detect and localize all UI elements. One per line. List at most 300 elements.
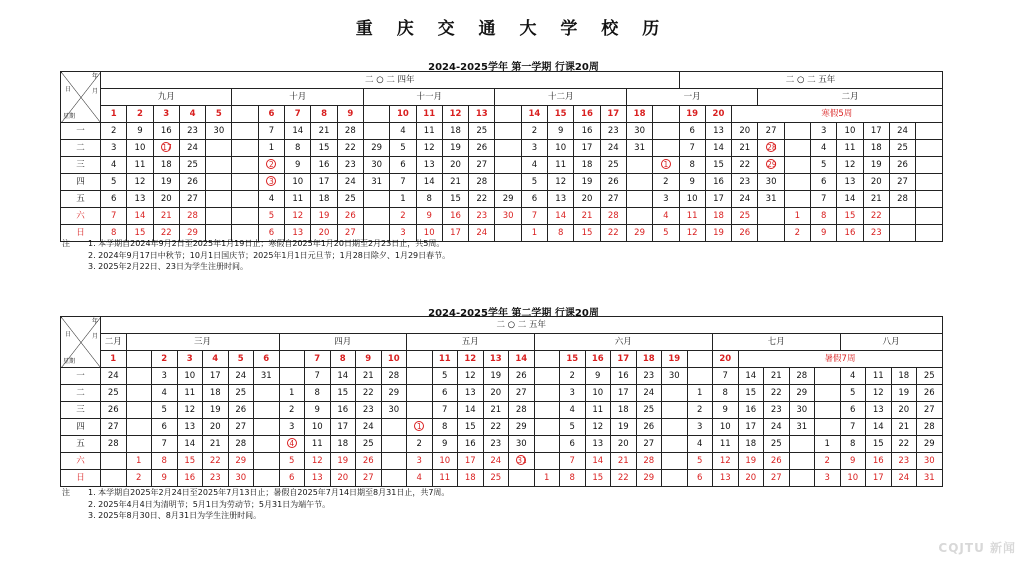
day-cell: 26	[600, 174, 626, 191]
day-cell: 19	[153, 174, 179, 191]
month-header: 十一月	[363, 89, 494, 106]
day-cell: 23	[732, 174, 758, 191]
day-cell: 17	[705, 191, 731, 208]
day-cell: 13	[548, 191, 574, 208]
corner-label-month: 月	[91, 88, 98, 95]
week-number: 8	[330, 351, 356, 368]
day-cell: 23	[891, 453, 917, 470]
week-number: 12	[442, 106, 468, 123]
day-cell	[916, 123, 942, 140]
day-cell: 16	[153, 123, 179, 140]
day-cell: 11	[127, 157, 153, 174]
day-cell	[254, 453, 280, 470]
day-cell: 16	[611, 368, 637, 385]
table-row	[61, 140, 943, 157]
day-cell: 27	[101, 419, 127, 436]
note-line: 2. 2024年9月17日中秋节；10月1日国庆节；2025年1月1日元旦节；1月28日除夕、1月29日春节。	[88, 250, 451, 260]
day-cell: 12	[679, 225, 705, 242]
day-cell: 21	[356, 368, 382, 385]
day-cell: 29	[179, 225, 205, 242]
day-cell: 28	[789, 368, 815, 385]
day-cell: 24	[356, 419, 382, 436]
year-header: 二 ○ 二 四年	[101, 72, 680, 89]
day-cell: 24	[636, 385, 662, 402]
day-cell	[534, 402, 560, 419]
day-cell: 13	[458, 385, 484, 402]
week-number: 4	[203, 351, 229, 368]
day-cell: 4	[101, 157, 127, 174]
day-cell: 29	[626, 225, 652, 242]
day-cell	[509, 470, 535, 487]
day-cell: 6	[101, 191, 127, 208]
weekday-label: 三	[61, 402, 101, 419]
day-cell: 12	[458, 368, 484, 385]
day-cell: 22	[863, 208, 889, 225]
day-cell: 8	[416, 191, 442, 208]
day-cell: 29	[363, 140, 389, 157]
week-number	[279, 351, 305, 368]
day-cell: 15	[311, 140, 337, 157]
day-cell: 6	[258, 225, 284, 242]
day-cell: 1	[815, 436, 841, 453]
semester-1-notes	[62, 238, 450, 273]
day-cell	[101, 470, 127, 487]
day-cell: 21	[203, 436, 229, 453]
day-cell: 28	[101, 436, 127, 453]
table-row	[61, 402, 943, 419]
day-cell	[363, 208, 389, 225]
day-cell: 10	[679, 191, 705, 208]
day-cell: 28	[381, 368, 407, 385]
day-cell: 28	[337, 123, 363, 140]
day-cell: 10	[840, 470, 866, 487]
day-cell: 5	[279, 453, 305, 470]
day-cell	[381, 419, 407, 436]
day-cell: 9	[811, 225, 837, 242]
day-cell	[126, 368, 152, 385]
day-cell: 25	[483, 470, 509, 487]
day-cell: 14	[285, 123, 311, 140]
day-cell: 30	[363, 157, 389, 174]
day-cell	[815, 385, 841, 402]
day-cell: 8	[840, 436, 866, 453]
day-cell: 13	[177, 419, 203, 436]
day-cell: 5	[258, 208, 284, 225]
day-cell: 21	[863, 191, 889, 208]
day-cell: 24	[889, 123, 915, 140]
day-cell: 22	[483, 419, 509, 436]
day-cell: 15	[127, 225, 153, 242]
day-cell	[916, 191, 942, 208]
month-header: 十月	[232, 89, 363, 106]
month-header: 一月	[626, 89, 757, 106]
day-cell: 8	[560, 470, 586, 487]
day-cell: 28	[469, 174, 495, 191]
day-cell	[126, 402, 152, 419]
weekday-label: 三	[61, 157, 101, 174]
day-cell: 26	[469, 140, 495, 157]
day-cell: 21	[483, 402, 509, 419]
day-cell: 3	[521, 140, 547, 157]
day-cell	[662, 402, 688, 419]
day-cell: 5	[687, 453, 713, 470]
week-number: 3	[177, 351, 203, 368]
day-cell: 30	[509, 436, 535, 453]
day-cell: 25	[228, 385, 254, 402]
holiday-circle: 29	[767, 159, 777, 169]
day-cell	[495, 157, 521, 174]
day-cell	[815, 368, 841, 385]
day-cell: 18	[611, 402, 637, 419]
week-number: 13	[469, 106, 495, 123]
day-cell: 13	[305, 470, 331, 487]
day-cell	[363, 191, 389, 208]
day-cell: 15	[458, 419, 484, 436]
day-cell: 24	[764, 419, 790, 436]
day-cell: 27	[758, 123, 784, 140]
week-number: 20	[713, 351, 739, 368]
day-cell: 10	[548, 140, 574, 157]
day-cell: 22	[356, 385, 382, 402]
corner-header	[61, 317, 101, 368]
day-cell: 4	[840, 368, 866, 385]
week-number: 8	[311, 106, 337, 123]
vacation-label: 暑假7周	[738, 351, 942, 368]
week-number: 11	[432, 351, 458, 368]
day-cell: 10	[177, 368, 203, 385]
day-cell: 18	[442, 123, 468, 140]
month-header: 六月	[534, 334, 713, 351]
day-cell: 27	[509, 385, 535, 402]
day-cell	[626, 208, 652, 225]
day-cell: 24	[483, 453, 509, 470]
note-line: 1. 本学期自2025年2月24日至2025年7月13日止；暑假自2025年7月14日期至8月31日止，共7周。	[88, 488, 450, 497]
day-cell: 26	[509, 368, 535, 385]
table-row	[61, 174, 943, 191]
day-cell: 18	[153, 157, 179, 174]
day-cell: 3	[815, 470, 841, 487]
day-cell: 23	[469, 208, 495, 225]
week-number: 9	[337, 106, 363, 123]
day-cell: 7	[713, 368, 739, 385]
day-cell: 7	[560, 453, 586, 470]
day-cell: 23	[600, 123, 626, 140]
day-cell: 12	[177, 402, 203, 419]
day-cell	[206, 157, 232, 174]
day-cell: 24	[101, 368, 127, 385]
day-cell	[232, 208, 258, 225]
day-cell	[407, 419, 433, 436]
day-cell: 11	[713, 436, 739, 453]
day-cell: 29	[381, 385, 407, 402]
week-number: 10	[390, 106, 416, 123]
day-cell	[662, 419, 688, 436]
day-cell	[254, 436, 280, 453]
day-cell: 6	[152, 419, 178, 436]
day-cell: 12	[416, 140, 442, 157]
day-cell: 26	[764, 453, 790, 470]
month-header: 十二月	[495, 89, 626, 106]
day-cell	[381, 436, 407, 453]
day-cell: 12	[713, 453, 739, 470]
month-header: 三月	[126, 334, 279, 351]
day-cell: 19	[442, 140, 468, 157]
weekday-label: 四	[61, 419, 101, 436]
week-number: 4	[179, 106, 205, 123]
day-cell: 30	[206, 123, 232, 140]
day-cell	[789, 436, 815, 453]
day-cell: 8	[285, 140, 311, 157]
day-cell: 15	[574, 225, 600, 242]
day-cell: 21	[311, 123, 337, 140]
day-cell: 2	[126, 470, 152, 487]
day-cell	[662, 470, 688, 487]
day-cell: 6	[432, 385, 458, 402]
day-cell	[626, 174, 652, 191]
day-cell: 1	[534, 470, 560, 487]
day-cell: 28	[179, 208, 205, 225]
day-cell: 30	[228, 470, 254, 487]
day-cell: 6	[679, 123, 705, 140]
table-row	[61, 191, 943, 208]
day-cell: 7	[840, 419, 866, 436]
day-cell	[758, 140, 784, 157]
day-cell: 24	[228, 368, 254, 385]
day-cell: 29	[789, 385, 815, 402]
day-cell	[789, 470, 815, 487]
day-cell: 20	[574, 191, 600, 208]
day-cell: 2	[784, 225, 810, 242]
week-number: 16	[585, 351, 611, 368]
day-cell: 22	[732, 157, 758, 174]
day-cell	[758, 225, 784, 242]
day-cell: 14	[837, 191, 863, 208]
day-cell: 23	[179, 123, 205, 140]
day-cell: 24	[732, 191, 758, 208]
day-cell: 4	[407, 470, 433, 487]
month-header: 二月	[758, 89, 942, 106]
day-cell: 11	[585, 402, 611, 419]
day-cell: 12	[837, 157, 863, 174]
week-number: 6	[254, 351, 280, 368]
week-number: 15	[560, 351, 586, 368]
day-cell: 21	[891, 419, 917, 436]
month-header: 九月	[101, 89, 232, 106]
table-row	[61, 368, 943, 385]
day-cell: 20	[203, 419, 229, 436]
holiday-circle: 1	[414, 421, 424, 431]
day-cell	[534, 453, 560, 470]
day-cell: 20	[732, 123, 758, 140]
week-number: 9	[356, 351, 382, 368]
day-cell: 22	[153, 225, 179, 242]
week-number: 13	[483, 351, 509, 368]
day-cell: 19	[611, 419, 637, 436]
day-cell: 2	[390, 208, 416, 225]
day-cell: 30	[495, 208, 521, 225]
day-cell	[232, 191, 258, 208]
day-cell: 1	[521, 225, 547, 242]
corner-label-day: 日	[65, 86, 72, 93]
day-cell: 26	[732, 225, 758, 242]
day-cell: 9	[285, 157, 311, 174]
day-cell: 19	[863, 157, 889, 174]
week-number	[363, 106, 389, 123]
day-cell: 30	[381, 402, 407, 419]
semester-2-notes	[62, 487, 449, 522]
day-cell: 1	[687, 385, 713, 402]
day-cell: 20	[611, 436, 637, 453]
day-cell: 16	[311, 157, 337, 174]
day-cell: 8	[811, 208, 837, 225]
day-cell: 23	[337, 157, 363, 174]
day-cell: 23	[764, 402, 790, 419]
day-cell: 27	[469, 157, 495, 174]
week-number: 12	[458, 351, 484, 368]
day-cell: 15	[585, 470, 611, 487]
year-header: 二 ○ 二 五年	[101, 317, 943, 334]
day-cell: 22	[891, 436, 917, 453]
day-cell	[534, 385, 560, 402]
semester-1-title: 2024-2025学年 第一学期 行课20周	[428, 62, 599, 73]
day-cell: 15	[837, 208, 863, 225]
corner-header	[61, 72, 101, 123]
day-cell	[784, 191, 810, 208]
day-cell: 20	[442, 157, 468, 174]
day-cell: 9	[127, 123, 153, 140]
day-cell	[258, 157, 284, 174]
notes-label: 注	[62, 488, 70, 497]
holiday-circle: 2	[266, 159, 276, 169]
day-cell: 9	[416, 208, 442, 225]
day-cell: 7	[101, 208, 127, 225]
day-cell: 12	[585, 419, 611, 436]
day-cell: 19	[483, 368, 509, 385]
day-cell: 7	[432, 402, 458, 419]
day-cell: 3	[811, 123, 837, 140]
day-cell: 15	[705, 157, 731, 174]
day-cell: 3	[390, 225, 416, 242]
day-cell: 2	[560, 368, 586, 385]
day-cell: 17	[738, 419, 764, 436]
day-cell	[653, 140, 679, 157]
day-cell	[495, 123, 521, 140]
weekday-label: 六	[61, 453, 101, 470]
day-cell: 13	[585, 436, 611, 453]
day-cell: 5	[152, 402, 178, 419]
day-cell: 3	[687, 419, 713, 436]
day-cell: 2	[687, 402, 713, 419]
note-line: 2. 2025年4月4日为清明节；5月1日为劳动节；5月31日为端午节。	[88, 499, 331, 509]
day-cell	[407, 368, 433, 385]
day-cell	[626, 157, 652, 174]
day-cell: 17	[203, 368, 229, 385]
day-cell	[279, 436, 305, 453]
day-cell: 11	[432, 470, 458, 487]
day-cell	[232, 174, 258, 191]
day-cell: 31	[254, 368, 280, 385]
day-cell: 19	[891, 385, 917, 402]
day-cell: 20	[483, 385, 509, 402]
day-cell	[789, 453, 815, 470]
notes-label: 注	[62, 239, 70, 248]
day-cell	[206, 191, 232, 208]
day-cell: 30	[626, 123, 652, 140]
day-cell: 19	[311, 208, 337, 225]
day-cell: 12	[548, 174, 574, 191]
day-cell: 21	[574, 208, 600, 225]
day-cell: 4	[152, 385, 178, 402]
day-cell: 12	[127, 174, 153, 191]
day-cell: 5	[653, 225, 679, 242]
day-cell	[206, 174, 232, 191]
day-cell	[784, 157, 810, 174]
day-cell: 28	[509, 402, 535, 419]
day-cell: 3	[279, 419, 305, 436]
week-number: 1	[101, 106, 127, 123]
weekday-label: 五	[61, 191, 101, 208]
day-cell	[407, 402, 433, 419]
table-row	[61, 157, 943, 174]
day-cell: 16	[458, 436, 484, 453]
day-cell: 16	[837, 225, 863, 242]
day-cell: 11	[679, 208, 705, 225]
weekday-label: 日	[61, 470, 101, 487]
day-cell: 28	[917, 419, 943, 436]
day-cell: 11	[837, 140, 863, 157]
day-cell: 27	[917, 402, 943, 419]
day-cell: 19	[574, 174, 600, 191]
day-cell: 28	[600, 208, 626, 225]
day-cell: 26	[917, 385, 943, 402]
week-number	[407, 351, 433, 368]
day-cell: 11	[548, 157, 574, 174]
day-cell: 25	[101, 385, 127, 402]
day-cell: 18	[863, 140, 889, 157]
day-cell: 26	[101, 402, 127, 419]
day-cell: 5	[432, 368, 458, 385]
day-cell: 14	[548, 208, 574, 225]
day-cell: 10	[416, 225, 442, 242]
day-cell: 8	[152, 453, 178, 470]
day-cell: 22	[600, 225, 626, 242]
day-cell: 16	[442, 208, 468, 225]
day-cell: 15	[866, 436, 892, 453]
day-cell: 13	[713, 470, 739, 487]
day-cell: 10	[713, 419, 739, 436]
day-cell	[784, 174, 810, 191]
day-cell: 18	[203, 385, 229, 402]
day-cell: 14	[330, 368, 356, 385]
table-row	[61, 419, 943, 436]
day-cell	[916, 208, 942, 225]
day-cell: 11	[177, 385, 203, 402]
day-cell: 28	[228, 436, 254, 453]
day-cell: 26	[179, 174, 205, 191]
day-cell: 7	[258, 123, 284, 140]
day-cell: 27	[356, 470, 382, 487]
day-cell: 22	[337, 140, 363, 157]
day-cell: 18	[705, 208, 731, 225]
day-cell: 1	[390, 191, 416, 208]
day-cell: 18	[458, 470, 484, 487]
holiday-circle: 28	[767, 142, 777, 152]
week-number: 2	[152, 351, 178, 368]
day-cell: 23	[203, 470, 229, 487]
semester-2-title: 2024-2025学年 第二学期 行课20周	[428, 308, 599, 319]
day-cell: 5	[840, 385, 866, 402]
day-cell: 14	[416, 174, 442, 191]
